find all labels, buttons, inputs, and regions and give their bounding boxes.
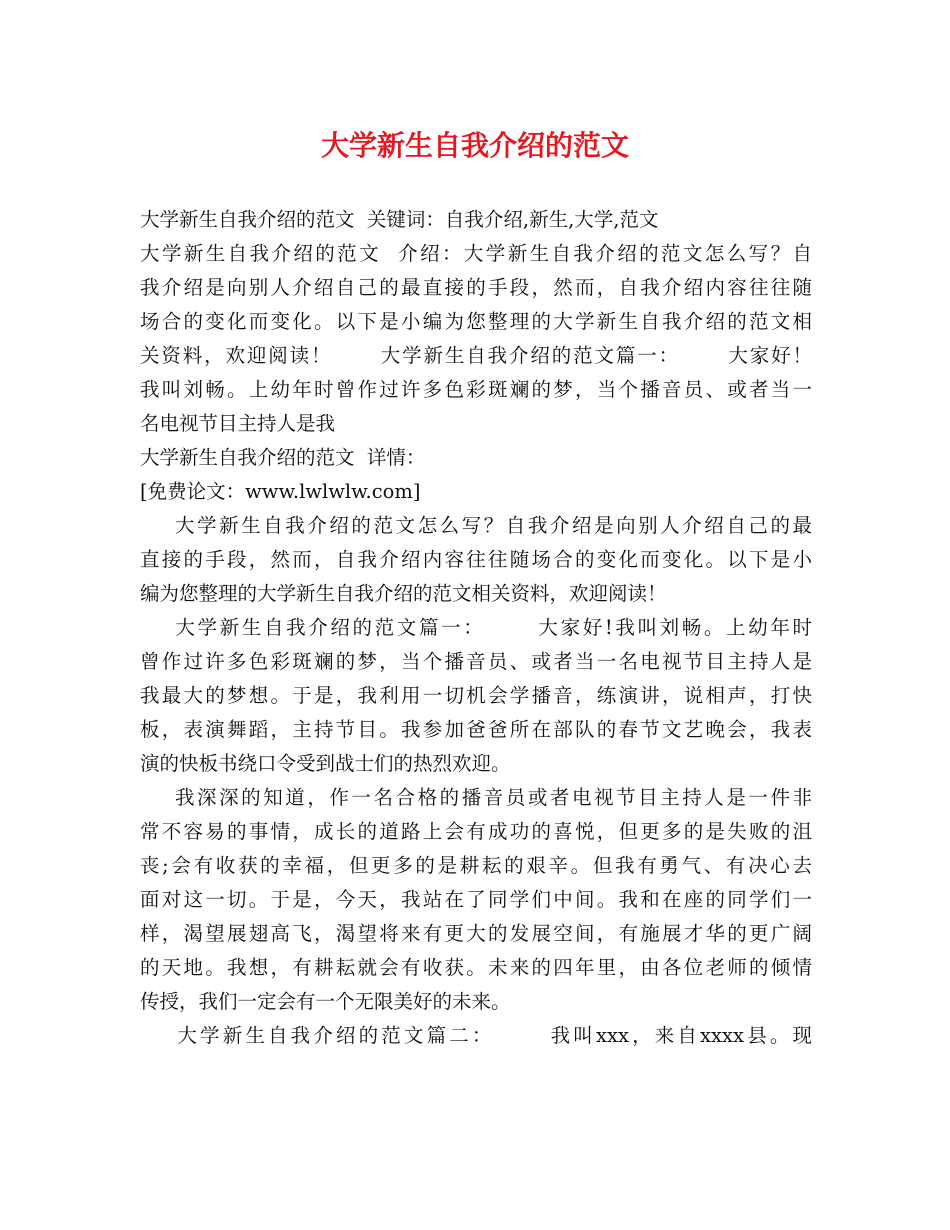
- paragraph-line: 常不容易的事情，成长的道路上会有成功的喜悦，但更多的是失败的沮: [140, 820, 812, 843]
- summary-line: 我介绍是向别人介绍自己的最直接的手段，然而，自我介绍内容往往随: [140, 276, 812, 299]
- paragraph-line: 我最大的梦想。于是，我利用一切机会学播音，练演讲，说相声，打快: [140, 684, 812, 707]
- paragraph-line: 传授，我们一定会有一个无限美好的未来。: [140, 990, 511, 1013]
- paragraph-line: 编为您整理的大学新生自我介绍的范文相关资料，欢迎阅读！: [140, 582, 667, 605]
- source-line: [免费论文：www.lwlwlw.com]: [140, 480, 421, 503]
- paragraph-sample-one: [140, 611, 812, 781]
- paragraph-intro: [140, 509, 812, 611]
- paragraph-line: 直接的手段，然而，自我介绍内容往往随场合的变化而变化。以下是小: [140, 548, 812, 571]
- paragraph-line: 演的快板书绕口令受到战士们的热烈欢迎。: [140, 752, 511, 775]
- paragraph-sample-one-continued: [140, 781, 812, 1019]
- paragraph-line: 曾作过许多色彩斑斓的梦，当个播音员、或者当一名电视节目主持人是: [140, 650, 812, 673]
- summary-intro: [140, 237, 812, 441]
- paragraph-line: 样，渴望展翅高飞，渴望将来有更大的发展空间，有施展才华的更广阔: [140, 922, 812, 945]
- paragraph-line: 板，表演舞蹈，主持节目。我参加爸爸所在部队的春节文艺晚会，我表: [140, 718, 812, 741]
- keywords-line: 大学新生自我介绍的范文 关键词：自我介绍,新生,大学,范文: [140, 208, 659, 231]
- paragraph-line: 的天地。我想，有耕耘就会有收获。未来的四年里，由各位老师的倾情: [140, 956, 812, 979]
- paragraph-line: 面对这一切。于是，今天，我站在了同学们中间。我和在座的同学们一: [140, 888, 812, 911]
- details-label: 大学新生自我介绍的范文 详情：: [140, 446, 426, 469]
- paragraph-line: 大学新生自我介绍的范文怎么写？自我介绍是向别人介绍自己的最: [140, 514, 812, 537]
- page-title: 大学新生自我介绍的范文: [320, 129, 629, 162]
- document-body: [140, 203, 812, 1053]
- summary-line: 场合的变化而变化。以下是小编为您整理的大学新生自我介绍的范文相: [140, 310, 812, 333]
- summary-line: 大学新生自我介绍的范文 介绍：大学新生自我介绍的范文怎么写？自: [140, 242, 812, 265]
- paragraph-line: 丧;会有收获的幸福，但更多的是耕耘的艰辛。但我有勇气、有决心去: [140, 854, 812, 877]
- paragraph-line: 我深深的知道，作一名合格的播音员或者电视节目主持人是一件非: [140, 786, 812, 809]
- summary-line: 名电视节目主持人是我: [140, 412, 336, 435]
- paragraph-sample-two: [140, 1019, 812, 1053]
- paragraph-line: 大学新生自我介绍的范文篇一： 大家好!我叫刘畅。上幼年时: [140, 616, 812, 639]
- paragraph-line: 大学新生自我介绍的范文篇二： 我叫xxx，来自xxxx县。现: [140, 1024, 812, 1047]
- summary-line: 关资料，欢迎阅读！ 大学新生自我介绍的范文篇一： 大家好！: [140, 344, 812, 367]
- summary-line: 我叫刘畅。上幼年时曾作过许多色彩斑斓的梦，当个播音员、或者当一: [140, 378, 812, 401]
